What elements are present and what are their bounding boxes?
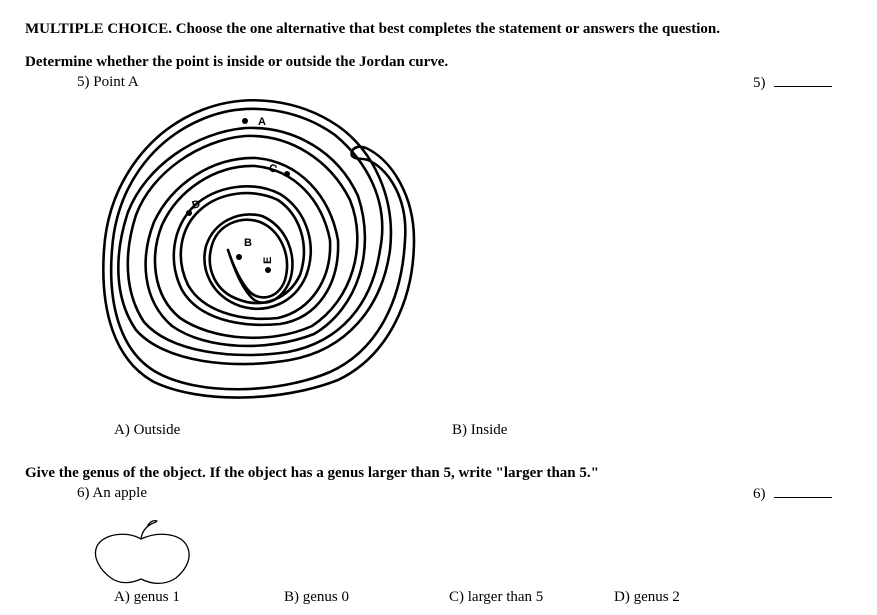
q6-instruction: Give the genus of the object. If the object has a genus larger than 5, write "larger than 5." [25,465,599,481]
label-d: D [190,198,202,212]
label-b: B [244,237,252,249]
label-c: C [266,161,279,176]
q6-answer-number: 6) [753,486,766,502]
apple-outline [95,534,189,583]
q5-instruction: Determine whether the point is inside or outside the Jordan curve. [25,54,449,70]
label-a: A [258,116,266,128]
q5-option-b[interactable]: B) Inside [452,422,508,438]
q6-option-d[interactable]: D) genus 2 [614,589,680,605]
label-e: E [262,256,274,264]
q5-option-a[interactable]: A) Outside [114,422,181,438]
q5-prompt: 5) Point A [77,74,139,90]
section-heading: MULTIPLE CHOICE. Choose the one alternative that best completes the statement or answers the question. [25,21,720,37]
q5-answer-number: 5) [753,75,766,91]
q6-prompt: 6) An apple [77,485,147,501]
q6-option-b[interactable]: B) genus 0 [284,589,349,605]
q6-option-c[interactable]: C) larger than 5 [449,589,544,605]
q6-option-a[interactable]: A) genus 1 [114,589,180,605]
